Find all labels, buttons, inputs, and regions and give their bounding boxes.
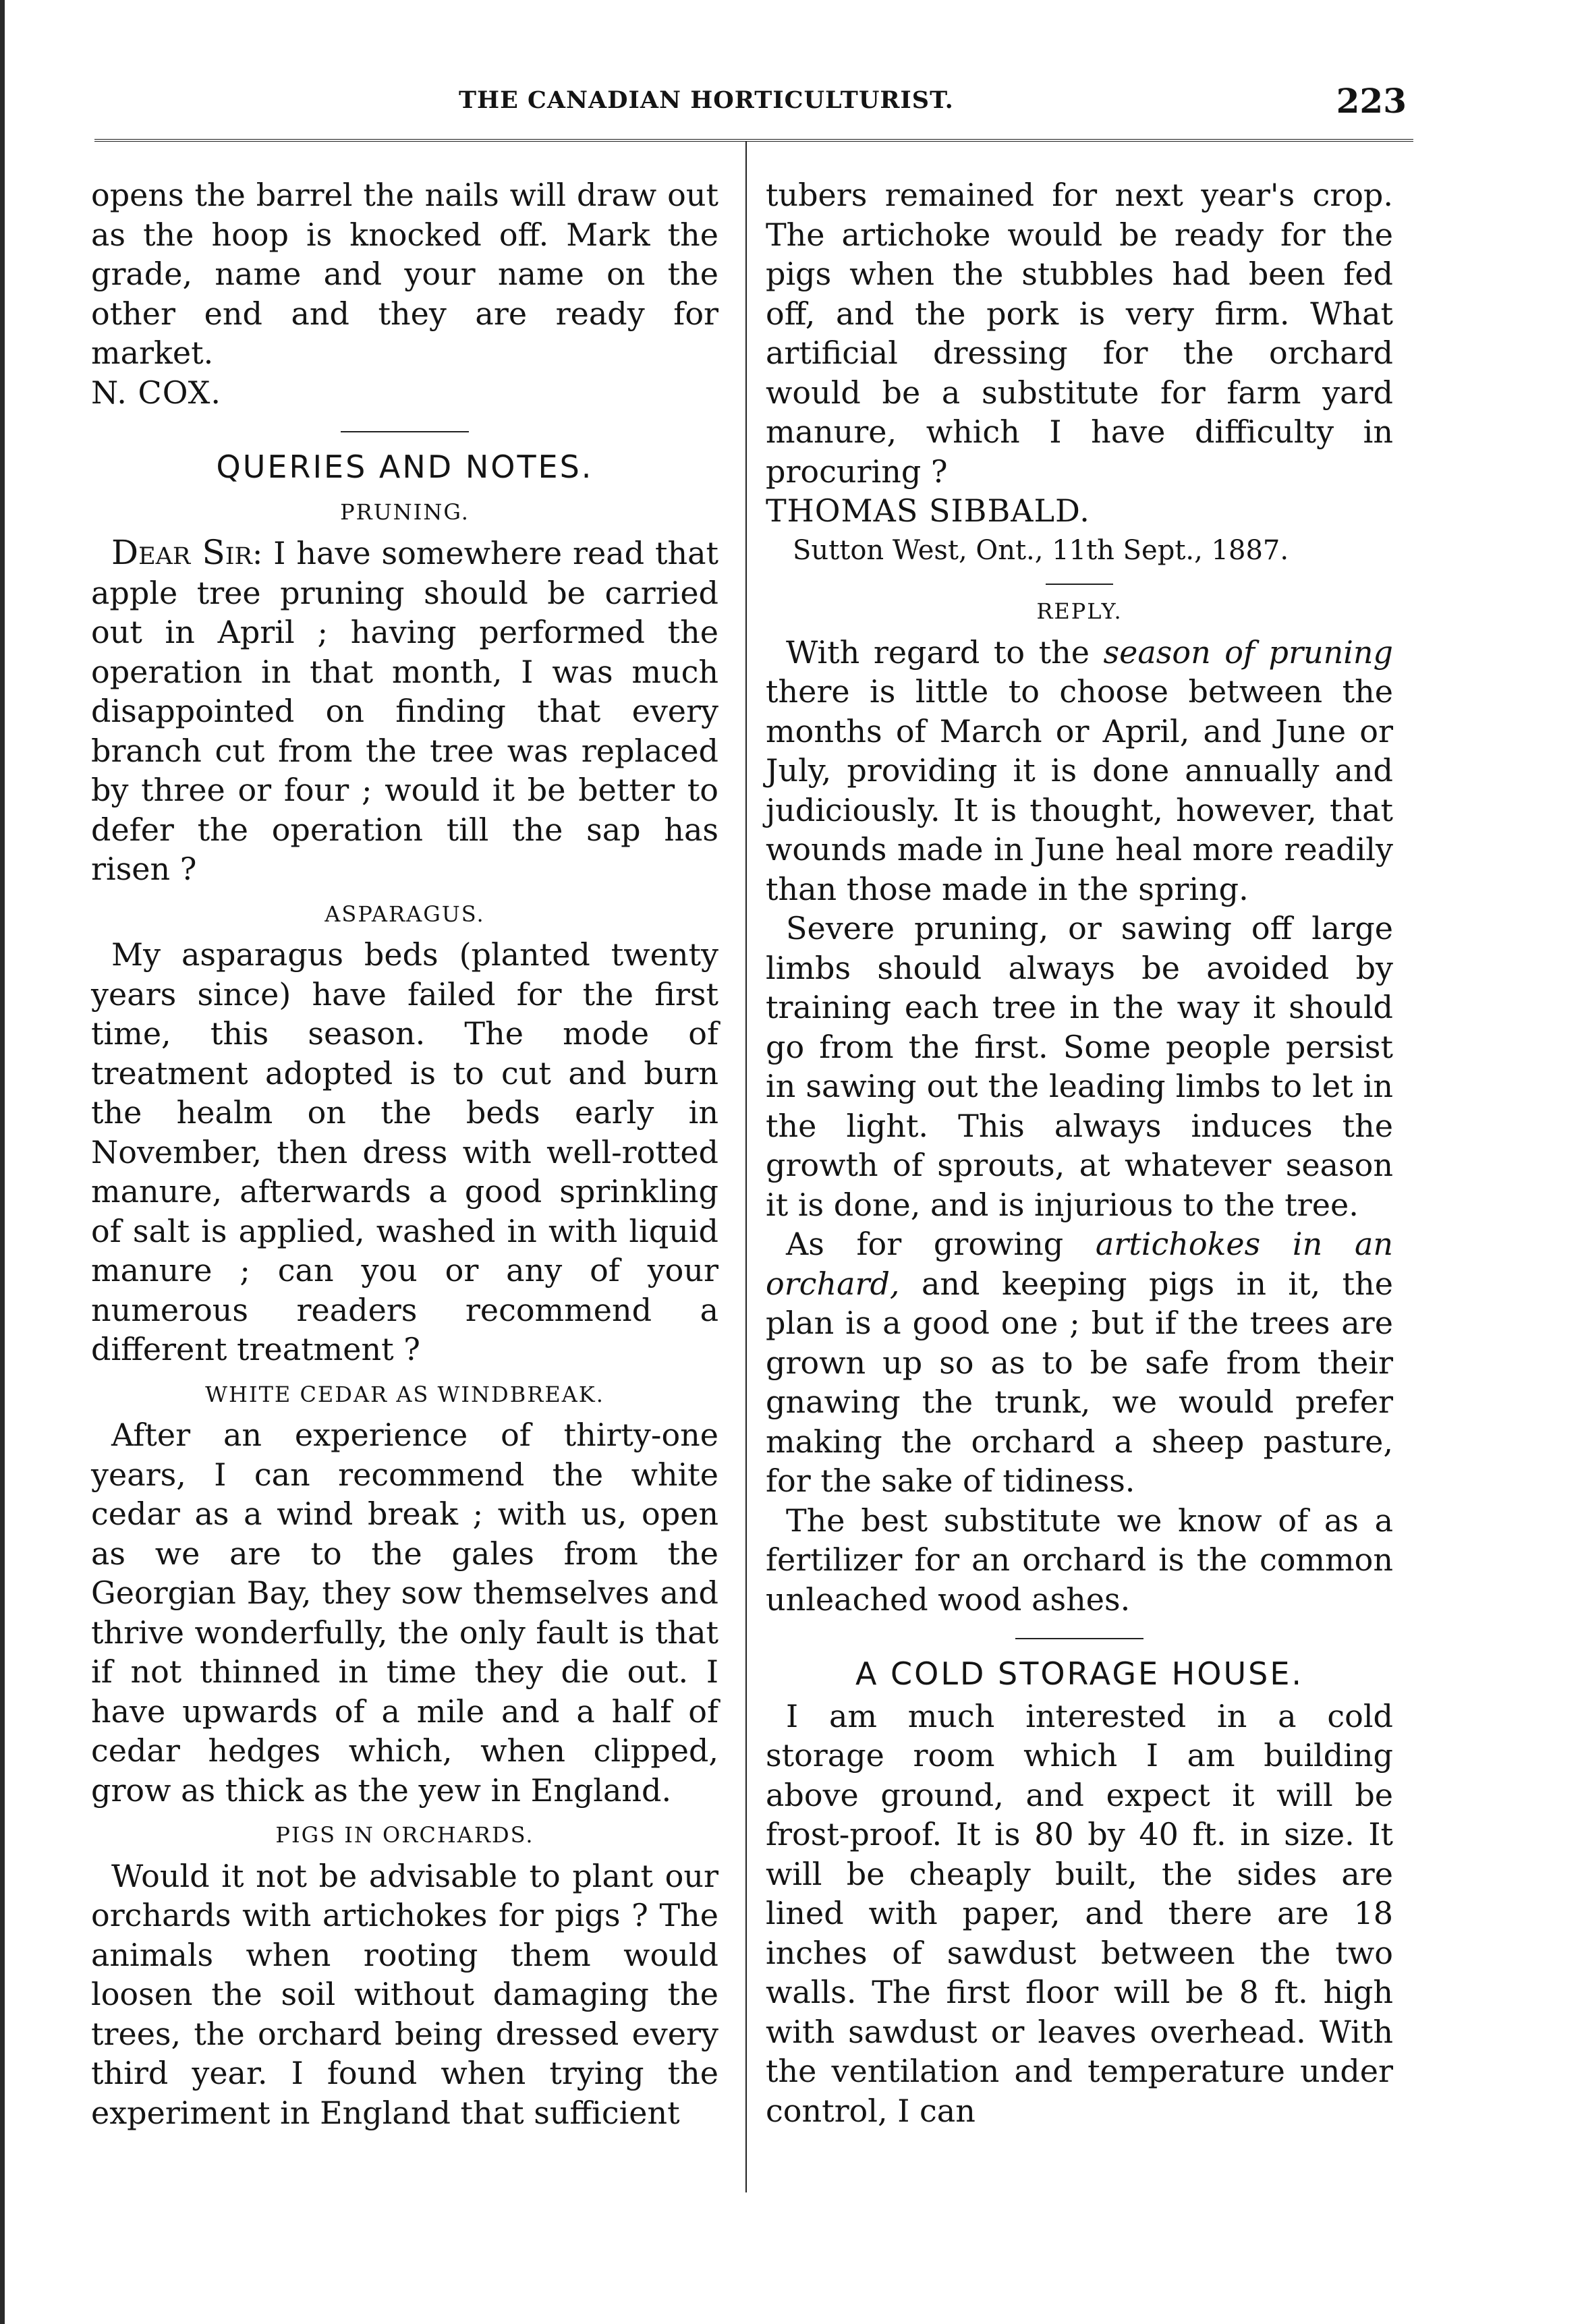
column-divider	[745, 142, 747, 2192]
section-divider-cold-storage	[1015, 1638, 1143, 1639]
subheading-asparagus: ASPARAGUS.	[324, 901, 485, 927]
subheading-reply: REPLY.	[1036, 598, 1123, 624]
right-column	[766, 175, 1393, 2130]
dateline: Sutton West, Ont., 11th Sept., 1887.	[793, 534, 1289, 566]
heading-queries-and-notes: QUERIES AND NOTES.	[216, 449, 594, 485]
signature-cox: N. COX.	[91, 374, 222, 411]
reply3-text-a: As for growing	[786, 1226, 1096, 1262]
reply-paragraph-2: Severe pruning, or sawing off large limbs should always be avoided by training each tree in the way it should go from the first. Some people persist in sawing out the leading limbs to let in the light. This always induces the growth of sprouts, at whatever season it is done, and is injurious to the tree.	[766, 910, 1393, 1223]
page-edge-rule	[0, 0, 5, 2324]
reply3-emphasis: artichokes in an orchard,	[766, 1226, 1393, 1302]
header-rule	[94, 139, 1413, 142]
journal-title: THE CANADIAN HORTICULTURIST.	[459, 86, 954, 114]
intro-paragraph: opens the barrel the nails will draw out as the hoop is knocked off. Mark the grade, name and your name on the other end and they are ready for market.	[91, 177, 718, 371]
running-header	[94, 81, 1407, 127]
subheading-pruning: PRUNING.	[340, 499, 470, 525]
salutation: Dear Sir	[111, 533, 252, 572]
pruning-text: : I have somewhere read that apple tree pruning should be carried out in April ; having performed the operation in that month, I was much disappointed on finding that every branch cut from the tree was replaced by three or four ; would it be better to defer the operation till the sap has risen ?	[91, 535, 718, 887]
page-number: 223	[1336, 81, 1407, 121]
reply-paragraph-1	[766, 633, 1393, 909]
reply-divider	[1046, 584, 1113, 585]
reply1-text-a: With regard to the	[786, 633, 1104, 671]
reply-paragraph-4: The best substitute we know of as a fertilizer for an orchard is the common unleached wood ashes.	[766, 1502, 1393, 1618]
asparagus-paragraph: My asparagus beds (planted twenty years since) have failed for the first time, this season. The mode of treatment adopted is to cut and burn the healm on the beds early in November, then dress with well-rotted manure, afterwards a good sprinkling of salt is applied, washed in with liquid manure ; can you or any of your numerous readers recommend a different treatment ?	[91, 936, 718, 1367]
pigs-paragraph: Would it not be advisable to plant our orchards with artichokes for pigs ? The animals when rooting them would loosen the soil without damaging the trees, the orchard being dressed every third year. I found when trying the experiment in England that sufficient	[91, 1857, 718, 2131]
subheading-white-cedar: WHITE CEDAR AS WINDBREAK.	[205, 1381, 604, 1407]
reply1-text-b: there is little to choose between the months of March or April, and June or July, providing it is done annually and judiciously. It is thought, however, that wounds made in June heal more readily than those made in the spring.	[766, 673, 1393, 907]
heading-cold-storage-house: A COLD STORAGE HOUSE.	[855, 1655, 1304, 1692]
signature-sibbald: THOMAS SIBBALD.	[766, 492, 1090, 529]
cedar-paragraph: After an experience of thirty-one years, I can recommend the white cedar as a wind break ; with us, open as we are to the gales from the Georgian Bay, they sow themselves and thrive wonderfully, the only fault is that if not thinned in time they die out. I have upwards of a mile and a half of cedar hedges which, when clipped, grow as thick as the yew in England.	[91, 1417, 718, 1809]
cold-storage-paragraph: I am much interested in a cold storage room which I am building above ground, and expect it will be frost-proof. It is 80 by 40 ft. in size. It will be cheaply built, the sides are lined with paper, and there are 18 inches of sawdust between the two walls. The first floor will be 8 ft. high with sawdust or leaves overhead. With the ventilation and temperature under control, I can	[766, 1697, 1393, 2129]
subheading-pigs-in-orchards: PIGS IN ORCHARDS.	[275, 1822, 534, 1848]
section-divider	[341, 431, 469, 432]
pruning-paragraph	[91, 533, 718, 889]
reply3-text-b: and keeping pigs in it, the plan is a good one ; but if the trees are grown up so as to be safe from their gnawing the trunk, we would prefer making the orchard a sheep pasture, for the sake of tidiness.	[766, 1265, 1393, 1499]
left-column	[91, 175, 718, 2132]
reply1-emphasis: season of pruning	[1103, 633, 1393, 671]
reply-paragraph-3	[766, 1224, 1393, 1501]
pigs-continuation-paragraph: tubers remained for next year's crop. The artichoke would be ready for the pigs when the stubbles had been fed off, and the pork is very firm. What artificial dressing for the orchard would be a substitute for farm yard manure, which I have difficulty in procuring ?	[766, 177, 1393, 490]
